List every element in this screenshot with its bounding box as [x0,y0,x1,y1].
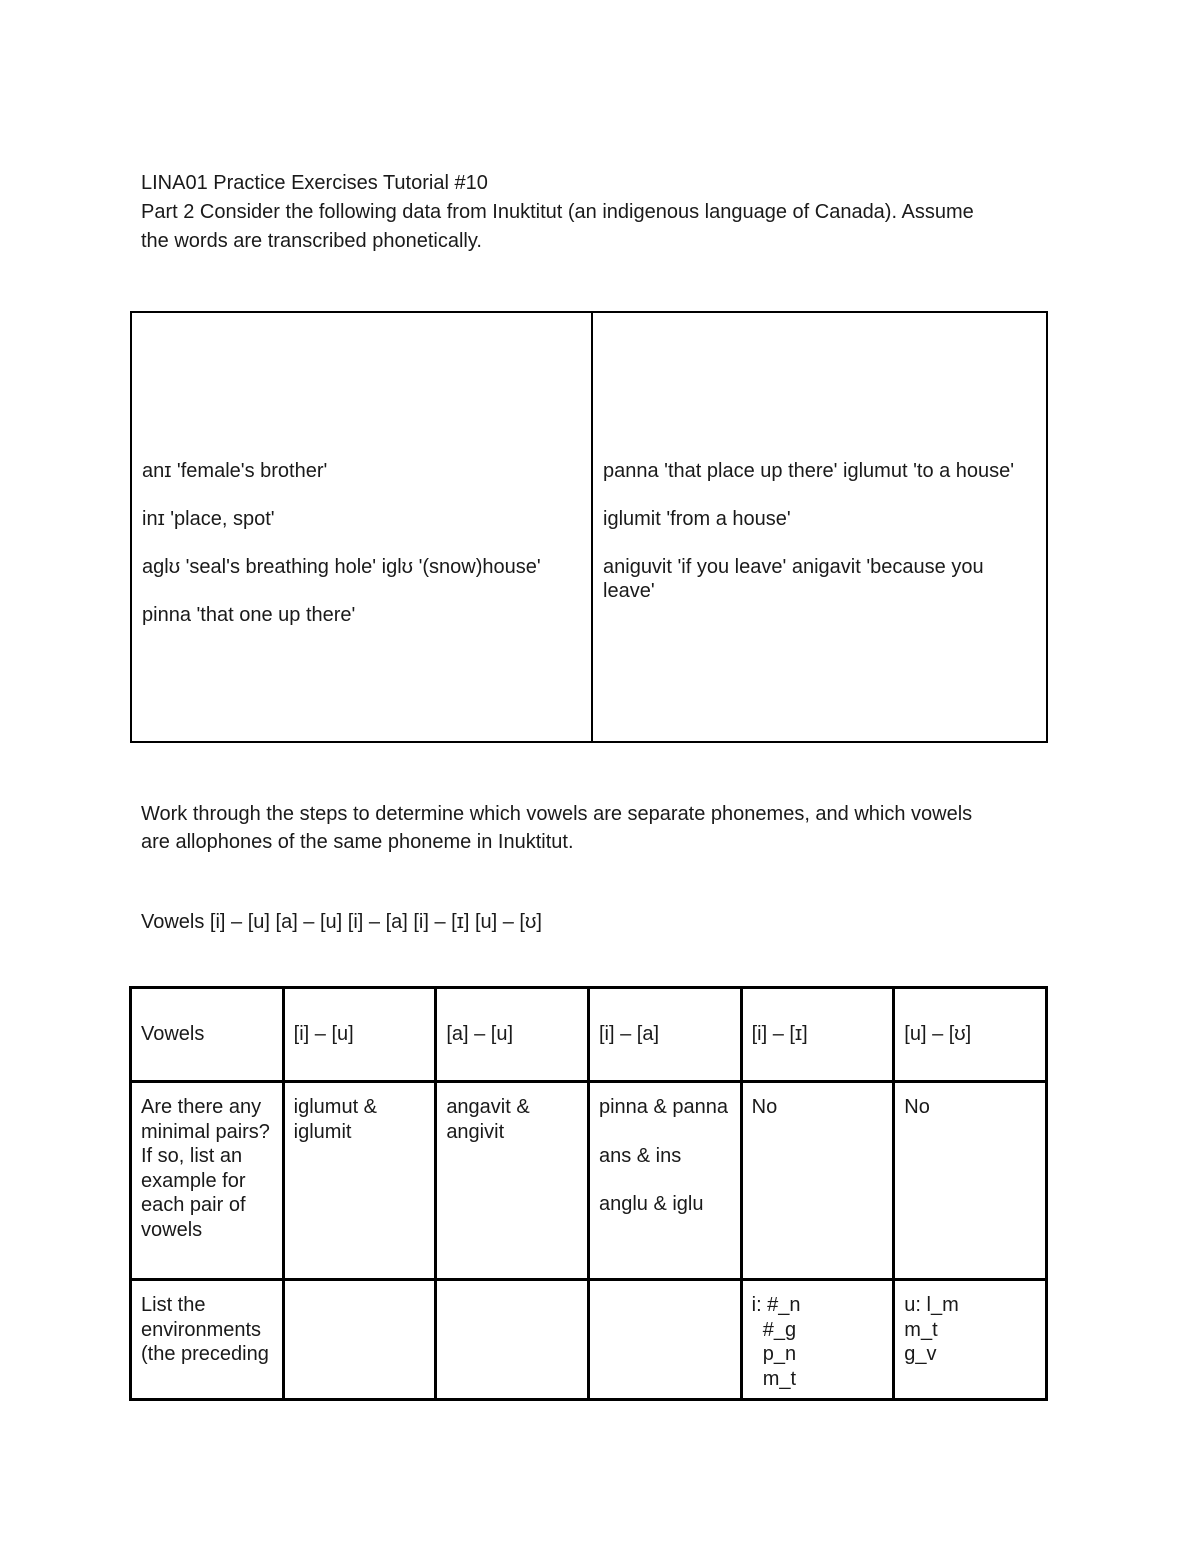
table-cell [741,1280,894,1400]
environment-text: m_t [751,1367,797,1390]
table-cell [436,1280,589,1400]
data-left-cell [131,312,592,742]
data-entry: anɪ 'female's brother' [142,460,328,482]
environment-text: g_v [904,1343,937,1366]
cell-text: anglu & iglu [598,1193,704,1216]
table-cell [588,1082,741,1280]
table-cell [741,1082,894,1280]
data-entry: pinna 'that one up there' [142,604,356,626]
data-entry: aniguvit 'if you leave' anigavit 'because you leave' [603,556,984,602]
table-cell [283,1082,436,1280]
cell-text: ans & ins [598,1144,682,1167]
row-label: Are there any minimal pairs? If so, list an example for each pair of vowels [131,1082,284,1280]
vowels-list: Vowels [i] – [u] [a] – [u] [i] – [a] [i] – [ɪ] [u] – [ʊ] [141,911,542,933]
header-cell: Vowels [131,988,284,1082]
intro-line-1: Part 2 Consider the following data from Inuktitut (an indigenous language of Canada). Assume [141,201,974,223]
environment-text: u: l_m [904,1294,959,1316]
table-cell [436,1082,589,1280]
analysis-table [129,986,1048,1401]
environment-text: m_t [904,1318,938,1341]
table-cell [588,1280,741,1400]
cell-text: No [904,1096,930,1118]
cell-text: No [751,1096,778,1118]
header-cell: [a] – [u] [436,988,589,1082]
page-title: LINA01 Practice Exercises Tutorial #10 [141,172,488,194]
table-header-row [131,988,1047,1082]
table-cell [894,1082,1047,1280]
header-cell: [i] – [u] [283,988,436,1082]
header-cell: [i] – [a] [588,988,741,1082]
header-cell: [u] – [ʊ] [894,988,1047,1082]
environment-text: i: #_n [751,1294,801,1316]
cell-text: angavit & angivit [446,1096,530,1143]
header-cell: [i] – [ɪ] [741,988,894,1082]
environment-text: p_n [751,1343,797,1366]
intro-line-2: the words are transcribed phonetically. [141,230,482,252]
table-row [131,1082,1047,1280]
environment-text: #_g [751,1318,797,1341]
cell-text: iglumut & iglumit [293,1096,378,1143]
data-entry: aglʊ 'seal's breathing hole' iglʊ '(snow)house' [142,556,541,578]
instructions-line-2: are allophones of the same phoneme in Inuktitut. [141,831,574,853]
row-label: List the environments (the preceding [131,1280,284,1400]
cell-text: pinna & panna [598,1096,728,1118]
data-entry: panna 'that place up there' iglumut 'to a house' [603,460,1015,482]
table-row [131,1280,1047,1400]
data-right-cell [592,312,1047,742]
data-entry: inɪ 'place, spot' [142,508,275,530]
table-cell [894,1280,1047,1400]
data-entry: iglumit 'from a house' [603,508,791,530]
instructions-line-1: Work through the steps to determine which vowels are separate phonemes, and which vowels [141,803,973,825]
data-table [130,311,1048,743]
table-cell [283,1280,436,1400]
